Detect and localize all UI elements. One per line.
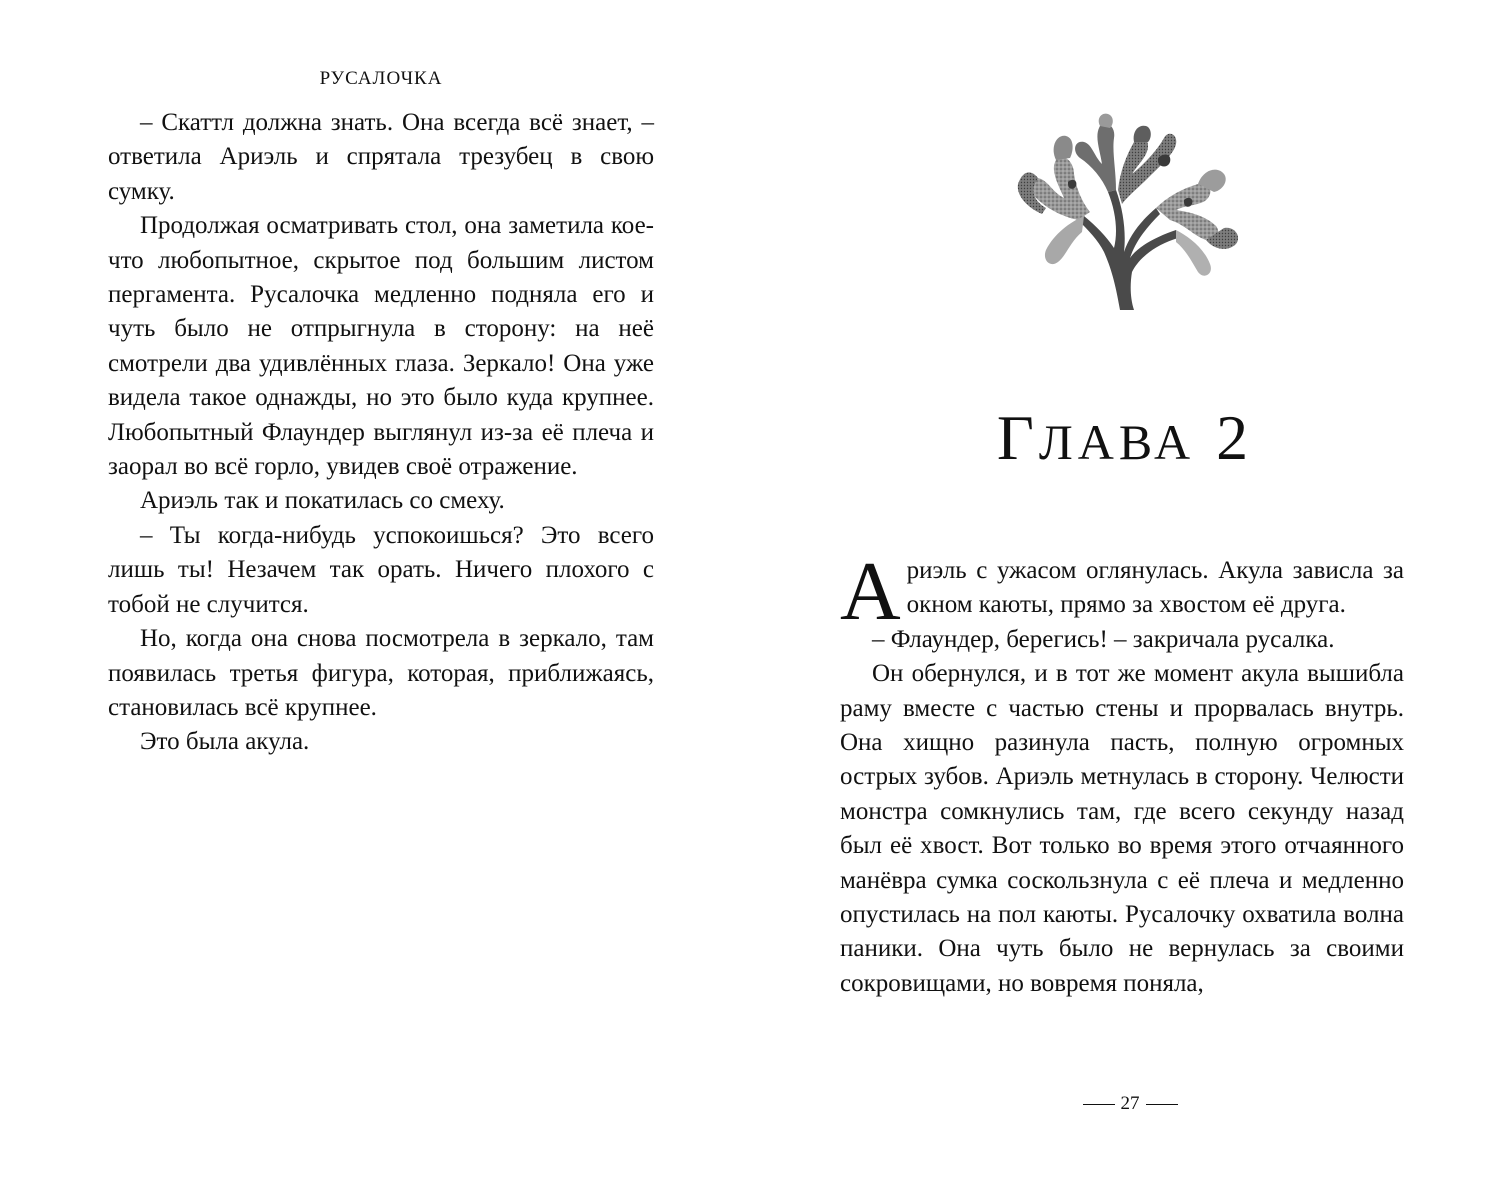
left-page-text	[108, 106, 654, 760]
drop-cap: А	[840, 545, 901, 638]
page-number	[1050, 1093, 1210, 1115]
chapter-number: 2	[1216, 402, 1254, 473]
paragraph: Продолжая осматривать стол, она заметила кое-что любопытное, скрытое под большим листом пергамента. Русалочка медленно подняла его и чуть было не отпрыгнула в сторону: на неё смотрели два удивлённых глаза. Зеркало! Она уже видела такое однажды, но это было куда крупнее. Любопытный Флаундер выглянул из-за её плеча и заорал во всё горло, увидев своё отражение.	[108, 212, 654, 481]
paragraph: – Ты когда-нибудь успокоишься? Это всего лишь ты! Незачем так орать. Ничего плохого с тобой не случится.	[108, 521, 654, 618]
paragraph	[840, 545, 1404, 638]
paragraph: – Скаттл должна знать. Она всегда всё знает, – ответила Ариэль и спрятала трезубец в свою сумку.	[108, 109, 654, 205]
right-page	[750, 0, 1500, 1200]
chapter-title-initial: Г	[996, 402, 1039, 473]
page-number-rule-right	[1146, 1104, 1178, 1105]
paragraph: Но, когда она снова посмотрела в зеркало, там появилась третья фигура, которая, приближаясь, становилась всё крупнее.	[108, 625, 654, 721]
right-page-text	[840, 545, 1404, 1001]
running-head: РУСАЛОЧКА	[319, 68, 443, 89]
page-number-rule-left	[1083, 1104, 1115, 1105]
paragraph: – Флаундер, берегись! – закричала русалка.	[872, 625, 1335, 653]
paragraph: Это была акула.	[140, 728, 310, 756]
page-number-value: 27	[1120, 1093, 1140, 1114]
paragraph: Ариэль так и покатилась со смеху.	[140, 487, 505, 515]
chapter-title	[750, 398, 1500, 482]
chapter-title-word: ЛАВА	[1038, 414, 1196, 470]
coral-illustration	[1008, 112, 1248, 312]
paragraph: Он обернулся, и в тот же момент акула вышибла раму вместе с частью стены и прорвалась внутрь. Она хищно разинула пасть, полную огромных острых зубов. Ариэль метнулась в сторону. Челюсти монстра сомкнулись там, где всего секунду назад был её хвост. Вот только во время этого отчаянного манёвра сумка соскользнула с её плеча и медленно опустилась на пол каюты. Русалочку охватила волна паники. Она чуть было не вернулась за своими сокровищами, но вовремя поняла,	[840, 660, 1404, 997]
first-paragraph-text: риэль с ужасом оглянулась. Акула зависла за окном каюты, прямо за хвостом её друга.	[906, 557, 1404, 619]
